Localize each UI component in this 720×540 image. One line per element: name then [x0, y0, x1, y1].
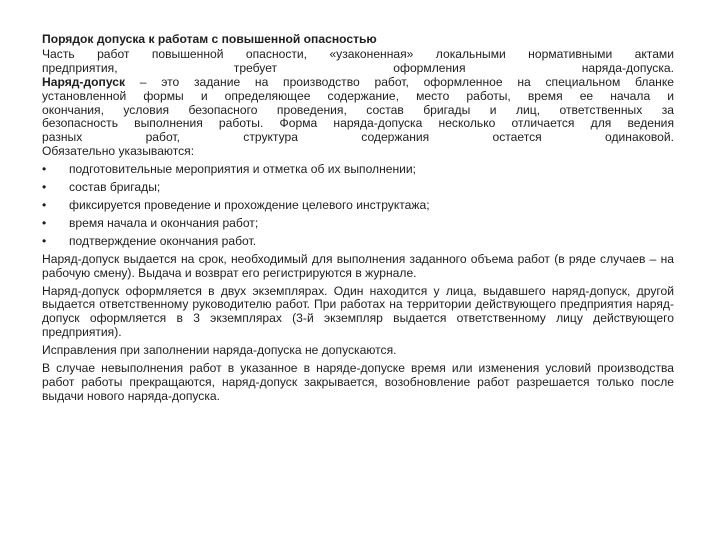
list-item: [42, 163, 674, 177]
list-item: [42, 199, 674, 213]
list-item: [42, 235, 674, 249]
intro-paragraph: [42, 48, 674, 76]
list-item: [42, 217, 674, 231]
bullet-marker: •: [42, 180, 47, 195]
bullet-marker: •: [42, 197, 47, 212]
definition-line: разных работ, структура содержания остается одинаковой.: [42, 130, 674, 145]
intro-line: Часть работ повышенной опасности, «узаконенная» локальными нормативными актами: [42, 46, 674, 61]
failure-paragraph: В случае невыполнения работ в указанное в наряде-допуске время или изменения условий производства работ работы прекращаются, наряд-допуск закрывается, возобновление работ разрешается только после выдачи нового наряда-допуска.: [42, 361, 674, 403]
document-page: [42, 33, 674, 404]
term-paragraph: Наряд-допуск выдается на срок, необходимый для выполнения заданного объема работ (в ряде случаев – на рабочую смену). Выдача и возврат его регистрируются в журнале.: [42, 251, 674, 280]
list-item-text: фиксируется проведение и прохождение целевого инструктажа;: [69, 197, 430, 212]
definition-line: установленной формы и определяющее содержание, место работы, время ее начала и: [42, 88, 674, 103]
intro-line: предприятия, требует оформления наряда-допуска.: [42, 60, 674, 75]
bullet-marker: •: [42, 215, 47, 230]
definition-line: безопасность выполнения работы. Форма наряда-допуска несколько отличается для ведения: [42, 116, 674, 131]
corrections-paragraph: Исправления при заполнении наряда-допуска не допускаются.: [42, 343, 397, 358]
definition-text: – это задание на производство работ, оформленное на специальном бланке: [125, 74, 674, 89]
definition-line: [42, 76, 674, 90]
list-item-text: состав бригады;: [69, 180, 161, 195]
list-item-text: подготовительные мероприятия и отметка об их выполнении;: [69, 162, 417, 177]
bullet-list: [42, 163, 674, 249]
definition-term: Наряд-допуск: [42, 74, 126, 89]
bullet-marker: •: [42, 233, 47, 248]
list-item-text: подтверждение окончания работ.: [69, 233, 257, 248]
copies-paragraph: Наряд-допуск оформляется в двух экземплярах. Один находится у лица, выдавшего наряд-допуск, другой выдается ответственному руководителю работ. При работах на территории действующего предприятия наряд-допуск оформляется в 3 экземплярах (3-й экземпляр выдается ответственному лицу действующего предприятия).: [42, 283, 674, 340]
definition-paragraph: [42, 76, 674, 146]
list-item-text: время начала и окончания работ;: [69, 215, 259, 230]
definition-line: окончания, условия безопасного проведения, состав бригады и лиц, ответственных за: [42, 102, 674, 117]
document-title: Порядок допуска к работам с повышенной опасностью: [42, 32, 377, 46]
bullet-marker: •: [42, 162, 47, 177]
mandatory-heading: Обязательно указываются:: [42, 144, 195, 159]
list-item: [42, 181, 674, 195]
